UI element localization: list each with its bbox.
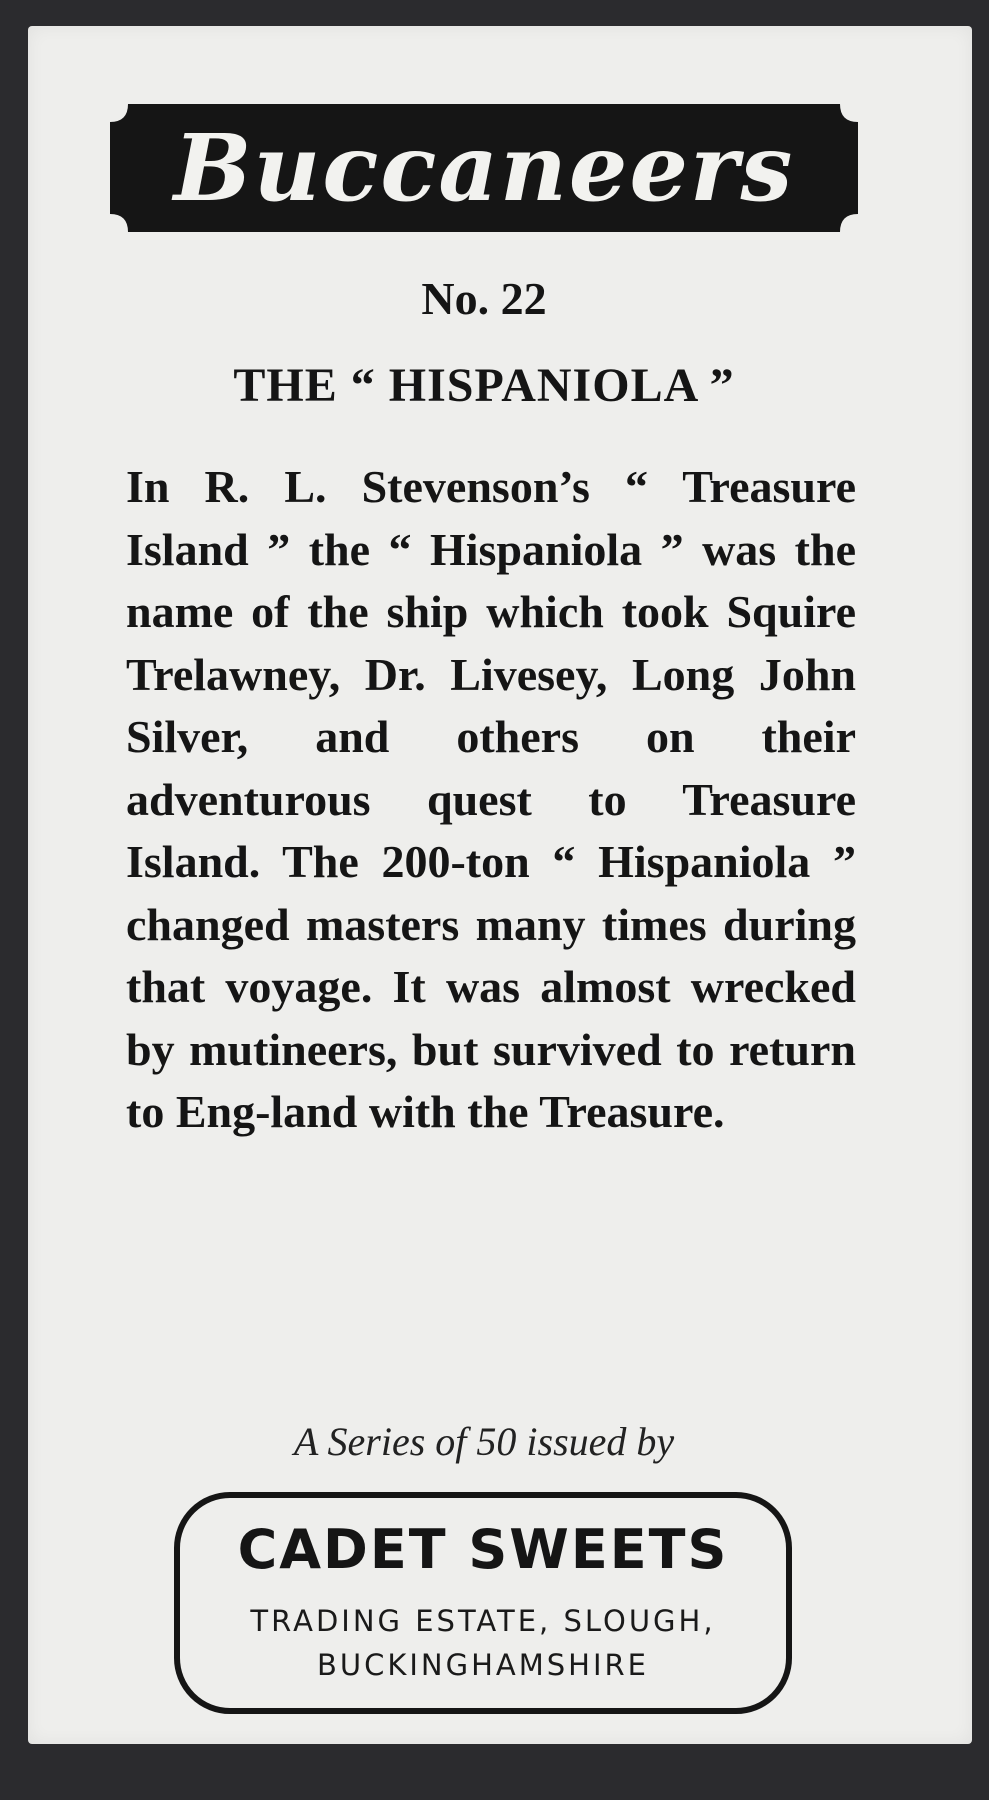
series-note: A Series of 50 issued by — [293, 1419, 675, 1464]
series-title: Buccaneers — [173, 114, 795, 222]
sponsor-name: CADET SWEETS — [237, 1518, 729, 1581]
cigarette-card — [28, 26, 972, 1744]
sponsor-box — [174, 1492, 792, 1714]
card-description: In R. L. Stevenson’s “ Treasure Island ” the “ Hispaniola ” was the name of the ship which took Squire Trelawney, Dr. Livesey, Long John Silver, and others on their adventurous quest to Treasure Island. The 200-ton “ Hispaniola ” changed masters many times during that voyage. It was almost wrecked by mutineers, but survived to return to Eng-land with the Treasure. — [126, 461, 856, 1137]
sponsor-address-line-2: BUCKINGHAMSHIRE — [316, 1648, 649, 1682]
series-banner — [110, 104, 858, 232]
card-number: No. 22 — [421, 273, 547, 324]
card-title: THE “ HISPANIOLA ” — [233, 359, 735, 412]
sponsor-address-line-1: TRADING ESTATE, SLOUGH, — [250, 1604, 716, 1638]
